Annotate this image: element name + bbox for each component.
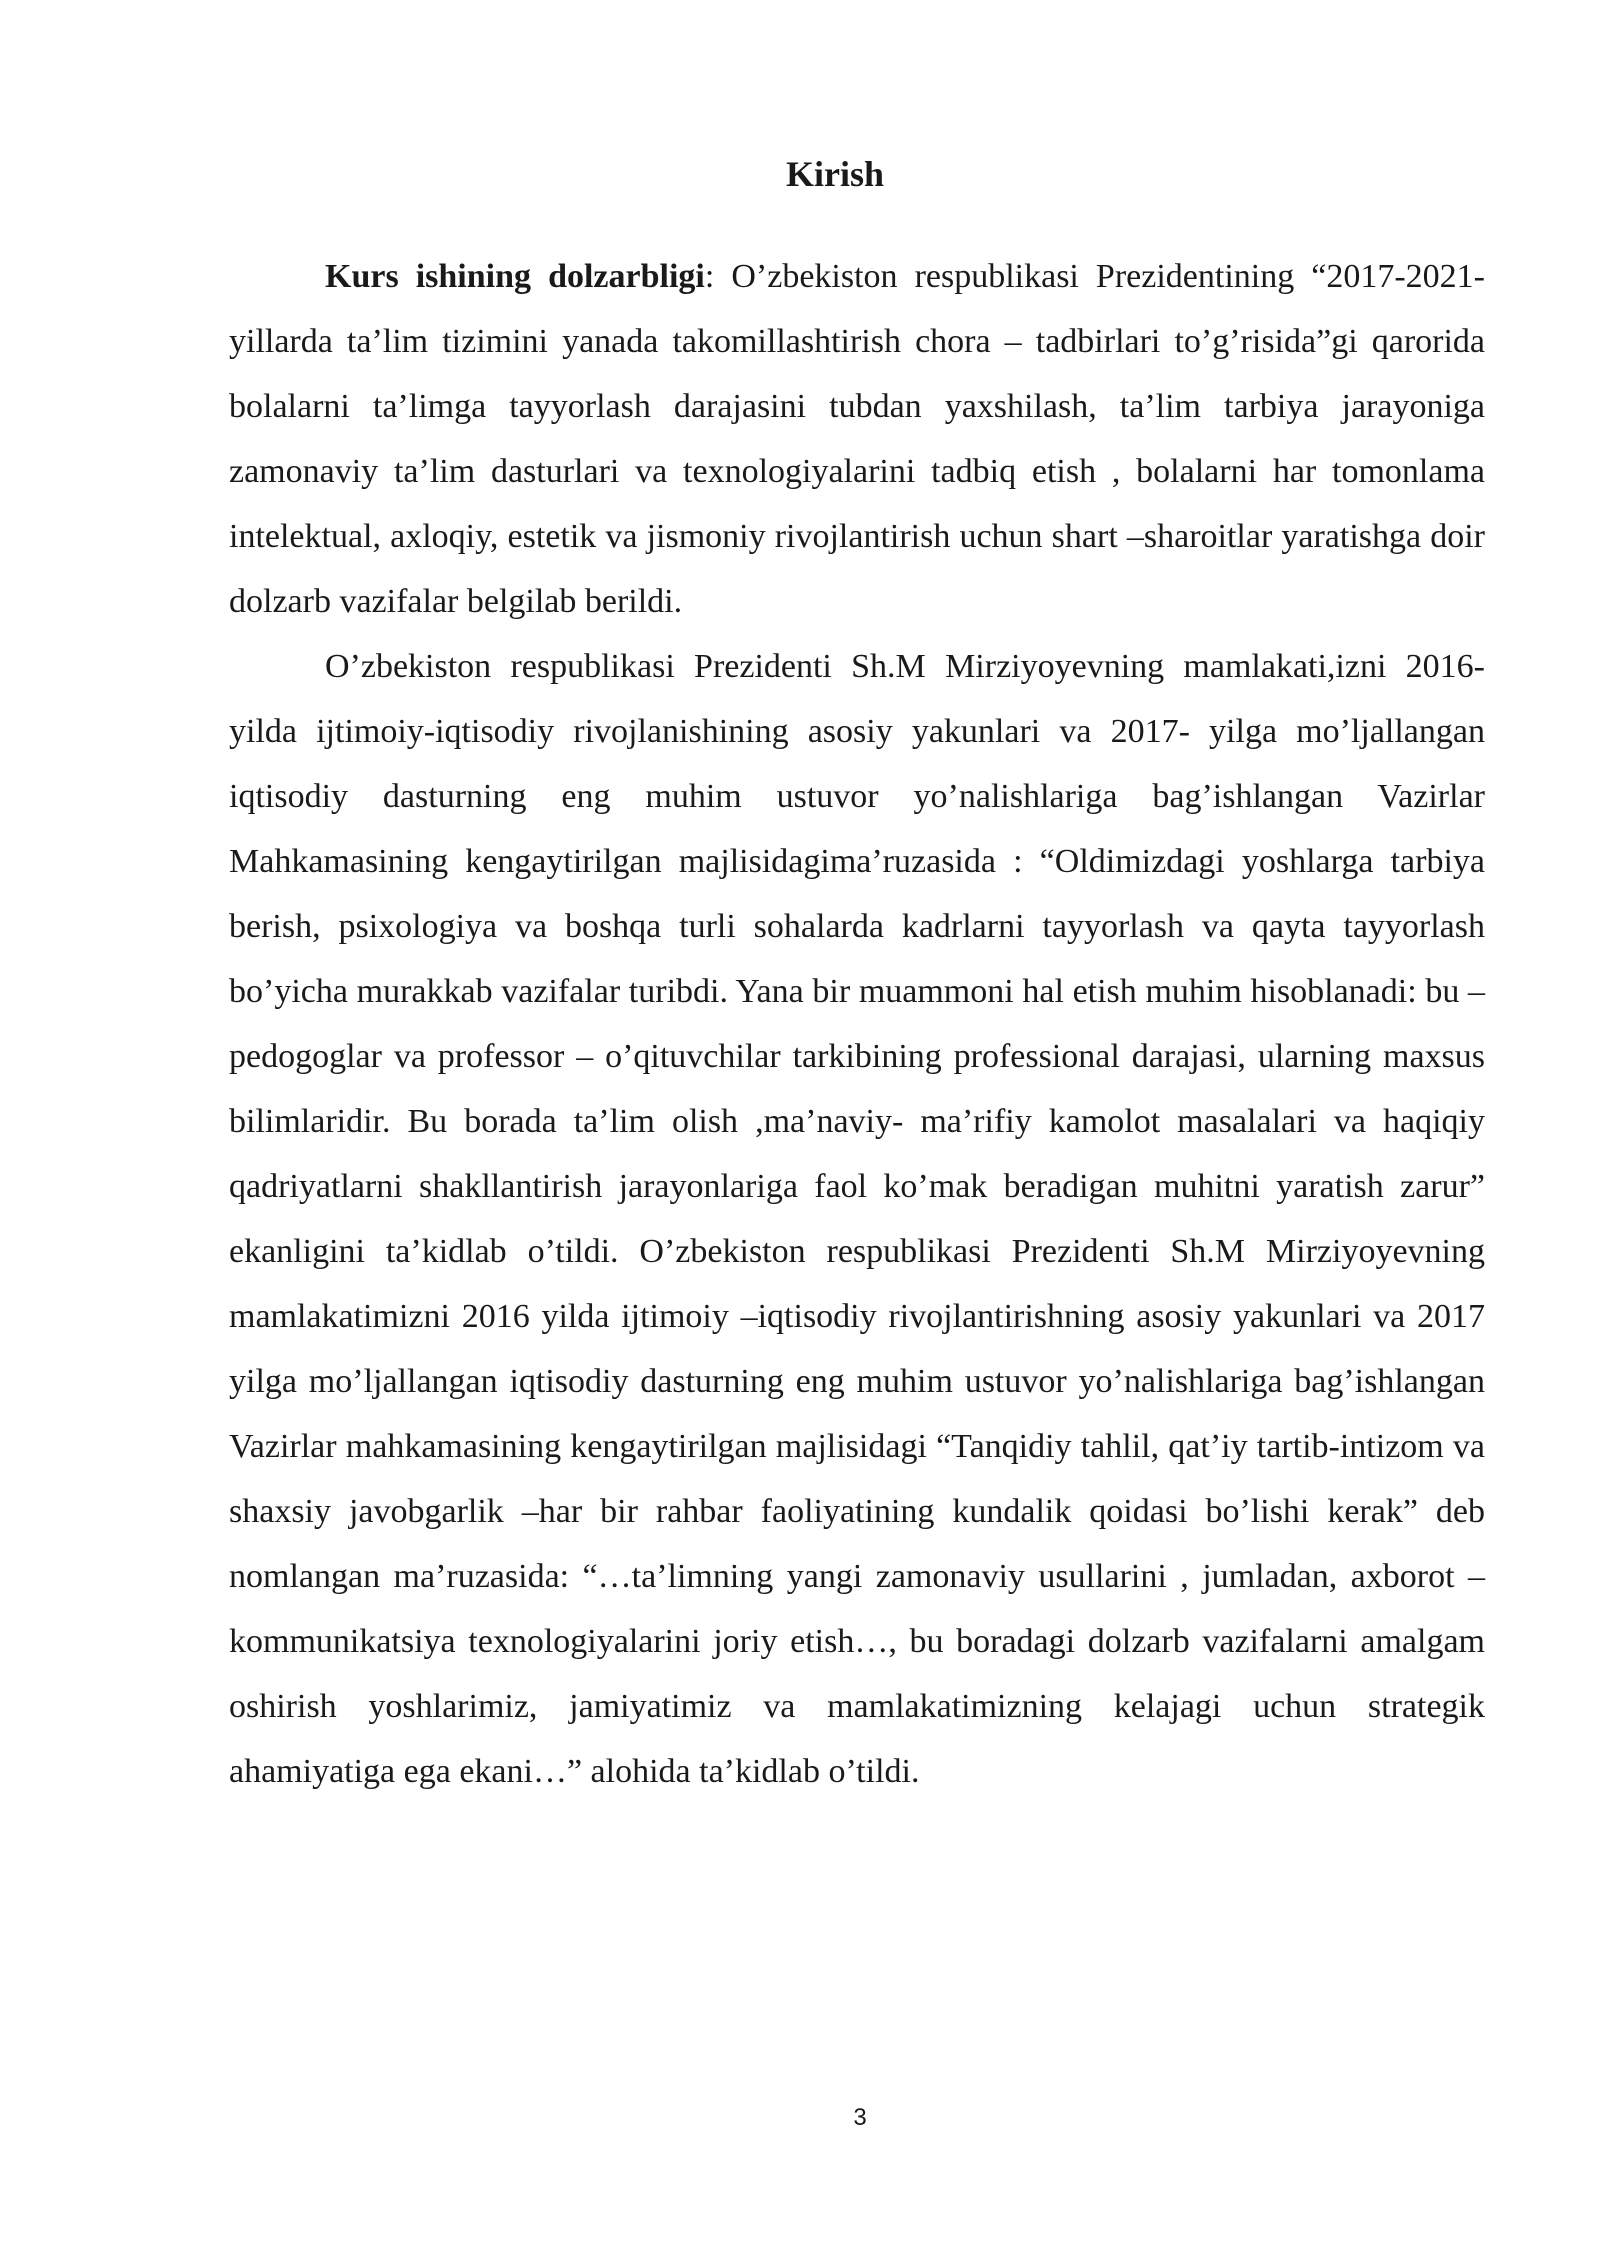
- document-body: [229, 244, 1485, 1804]
- paragraph-lead: Kurs ishining dolzarbligi: [325, 258, 705, 295]
- paragraph-relevance-text: : O’zbekiston respublikasi Prezidentining “2017-2021- yillarda ta’lim tizimini yanada takomillashtirish chora – tadbirlari to’g’risida”gi qarorida bolalarni ta’limga tayyorlash darajasini tubdan yaxshilash, ta’lim tarbiya jarayoniga zamonaviy ta’lim dasturlari va texnologiyalarini tadbiq etish , bolalarni har tomonlama intelektual, axloqiy, estetik va jismoniy rivojlantirish uchun shart –sharoitlar yaratishga doir dolzarb vazifalar belgilab berildi.: [229, 258, 1485, 620]
- page-number: 3: [853, 2104, 867, 2131]
- paragraph-president-speech: O’zbekiston respublikasi Prezidenti Sh.M Mirziyoyevning mamlakati,izni 2016- yilda ijtimoiy-iqtisodiy rivojlanishining asosiy yakunlari va 2017- yilga mo’ljallangan iqtisodiy dasturning eng muhim ustuvor yo’nalishlariga bag’ishlangan Vazirlar Mahkamasining kengaytirilgan majlisidagima’ruzasida : “Oldimizdagi yoshlarga tarbiya berish, psixologiya va boshqa turli sohalarda kadrlarni tayyorlash va qayta tayyorlash bo’yicha murakkab vazifalar turibdi. Yana bir muammoni hal etish muhim hisoblanadi: bu – pedogoglar va professor – o’qituvchilar tarkibining professional darajasi, ularning maxsus bilimlaridir. Bu borada ta’lim olish ,ma’naviy- ma’rifiy kamolot masalalari va haqiqiy qadriyatlarni shakllantirish jarayonlariga faol ko’mak beradigan muhitni yaratish zarur” ekanligini ta’kidlab o’tildi. O’zbekiston respublikasi Prezidenti Sh.M Mirziyoyevning mamlakatimizni 2016 yilda ijtimoiy –iqtisodiy rivojlantirishning asosiy yakunlari va 2017 yilga mo’ljallangan iqtisodiy dasturning eng muhim ustuvor yo’nalishlariga bag’ishlangan Vazirlar mahkamasining kengaytirilgan majlisidagi “Tanqidiy tahlil, qat’iy tartib-intizom va shaxsiy javobgarlik –har bir rahbar faoliyatining kundalik qoidasi bo’lishi kerak” deb nomlangan ma’ruzasida: “…ta’limning yangi zamonaviy usullarini , jumladan, axborot –kommunikatsiya texnologiyalarini joriy etish…, bu boradagi dolzarb vazifalarni amalgam oshirish yoshlarimiz, jamiyatimiz va mamlakatimizning kelajagi uchun strategik ahamiyatiga ega ekani…” alohida ta’kidlab o’tildi.: [229, 648, 1485, 1790]
- page-title: Kirish: [785, 154, 884, 194]
- paragraph-relevance: [229, 244, 1485, 634]
